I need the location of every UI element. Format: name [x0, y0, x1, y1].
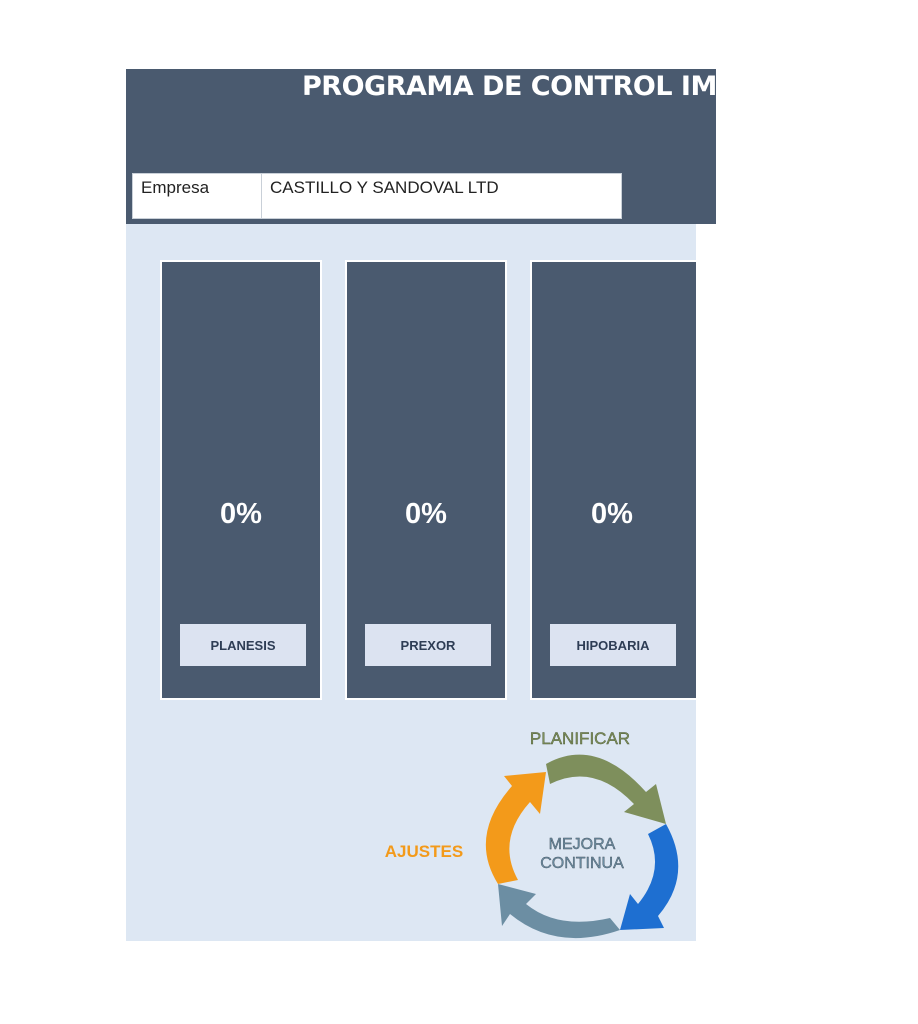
card-label-button[interactable]: PREXOR: [365, 624, 491, 666]
cycle-center-line1: MEJORA: [548, 836, 616, 853]
plan-arrow-icon: [546, 755, 666, 824]
page-title: PROGRAMA DE CONTROL IMPLEMENTADO: [302, 71, 918, 102]
cycle-left-label: AJUSTES: [384, 842, 464, 861]
cycle-top-label: PLANIFICAR: [529, 729, 631, 748]
company-value[interactable]: CASTILLO Y SANDOVAL LTD: [270, 178, 499, 197]
check-arrow-icon: [498, 884, 620, 938]
title-clip: [126, 69, 918, 109]
continuous-improvement-diagram: [126, 224, 696, 941]
header-banner: [126, 69, 918, 224]
act-arrow-icon: [486, 772, 546, 884]
card-percent: 0%: [405, 498, 447, 530]
card-label-button[interactable]: HIPOBARIA: [550, 624, 676, 666]
card-percent: 0%: [591, 498, 633, 530]
card-label-button[interactable]: PLANESIS: [180, 624, 306, 666]
dashboard-panel: [126, 224, 696, 941]
cycle-center-line2: CONTINUA: [540, 855, 624, 872]
do-arrow-icon: [620, 824, 678, 930]
company-row: [132, 173, 622, 219]
card-percent: 0%: [220, 498, 262, 530]
company-label: Empresa: [133, 174, 262, 218]
